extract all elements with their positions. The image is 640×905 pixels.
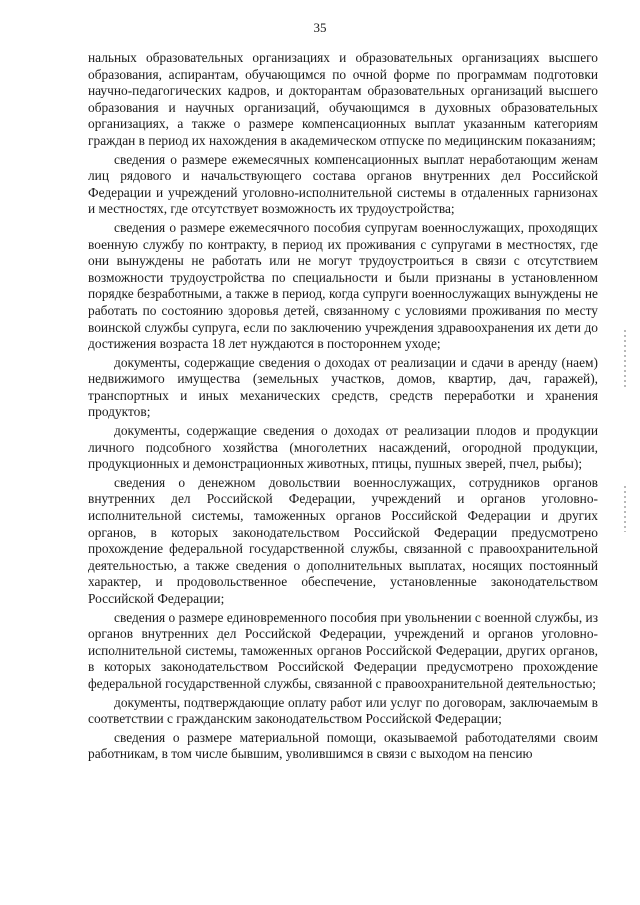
scan-margin-mark (624, 330, 626, 390)
paragraph-material-aid: сведения о размере материальной помощи, оказываемой работодателями своим работникам, в том числе бывшим, уволившимся в связи с выходом на пенсию (88, 729, 598, 762)
paragraph-student-compensation: нальных образовательных организациях и образовательных организациях высшего образования, аспирантам, обучающимся по очной форме по программам подготовки научно-педагогических кадров, и докторантам образовательных организаций высшего образования и научных организаций, обучающимся в духовных образовательных организациях, а также о размере компенсационных выплат указанным категориям граждан в период их нахождения в академическом отпуске по медицинским показаниям; (88, 50, 598, 148)
paragraph-wives-compensation: сведения о размере ежемесячных компенсационных выплат неработающим женам лиц рядового и начальствующего состава органов внутренних дел Российской Федерации и учреждений уголовно-исполнительной системы в отдаленных гарнизонах и местностях, где отсутствует возможность их трудоустройства; (88, 151, 598, 217)
paragraph-farm-income: документы, содержащие сведения о доходах от реализации плодов и продукции личного подсобного хозяйства (многолетних насаждений, огородной продукции, продукционных и демонстрационных животных, птицы, пушных зверей, пчел, рыбы); (88, 423, 598, 472)
scan-margin-mark (624, 486, 626, 532)
paragraph-spouse-allowance: сведения о размере ежемесячного пособия супругам военнослужащих, проходящих военную службу по контракту, в период их проживания с супругами в местностях, где они вынуждены не работать или не могут трудоустроиться в связи с отсутствием возможности трудоустройства по специальности и были признаны в установленном порядке безработными, а также в период, когда супруги военнослужащих вынуждены не работать по состоянию здоровья детей, связанному с условиями проживания по месту воинской службы супруга, если по заключению учреждения здравоохранения их дети до достижения возраста 18 лет нуждаются в постороннем уходе; (88, 219, 598, 352)
paragraph-contract-payments: документы, подтверждающие оплату работ или услуг по договорам, заключаемым в соответствии с гражданским законодательством Российской Федерации; (88, 694, 598, 727)
paragraph-military-pay: сведения о денежном довольствии военнослужащих, сотрудников органов внутренних дел Российской Федерации, учреждений и органов уголовно-исполнительной системы, таможенных органов Российской Федерации и других органов, в которых законодательством Российской Федерации предусмотрено прохождение федеральной государственной службы, связанной с правоохранительной деятельностью, а также сведения о дополнительных выплатах, носящих постоянный характер, и продовольственное обеспечение, установленные законодательством Российской Федерации; (88, 474, 598, 606)
paragraph-property-income: документы, содержащие сведения о доходах от реализации и сдачи в аренду (наем) недвижимого имущества (земельных участков, домов, квартир, дач, гаражей), транспортных и иных механических средств, средств переработки и хранения продуктов; (88, 354, 598, 420)
document-body (88, 50, 598, 763)
page-number: 35 (313, 20, 327, 35)
paragraph-severance-allowance: сведения о размере единовременного пособия при увольнении с военной службы, из органов внутренних дел Российской Федерации, учреждений и органов уголовно-исполнительной системы, таможенных органов Российской Федерации, других органов, в которых законодательством Российской Федерации предусмотрено прохождение федеральной государственной службы, связанной с правоохранительной деятельностью; (88, 609, 598, 691)
